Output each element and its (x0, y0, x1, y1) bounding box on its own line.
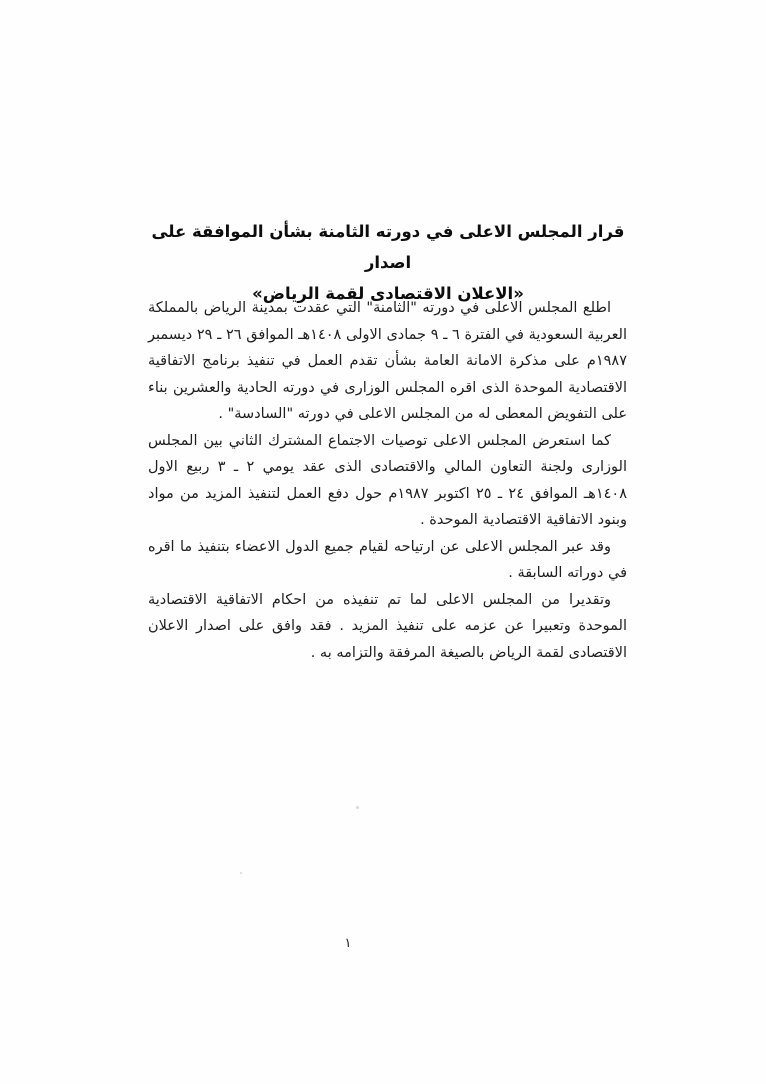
document-body (148, 295, 627, 666)
paragraph-2: كما استعرض المجلس الاعلى توصيات الاجتماع المشترك الثاني بين المجلس الوزارى ولجنة التعاون المالي والاقتصادى الذى عقد يومي ٢ ـ ٣ ربيع الاول ١٤٠٨هـ الموافق ٢٤ ـ ٢٥ اكتوبر ١٩٨٧م حول دفع العمل لتنفيذ المزيد من مواد وبنود الاتفاقية الاقتصادية الموحدة . (148, 432, 627, 528)
paragraph-4: وتقديرا من المجلس الاعلى لما تم تنفيذه من احكام الاتفاقية الاقتصادية الموحدة وتعبيرا عن عزمه على تنفيذ المزيد . فقد وافق على اصدار الاعلان الاقتصادى لقمة الرياض بالصيغة المرفقة والتزامه به . (148, 591, 627, 661)
scan-speck (356, 806, 359, 809)
scan-speck (240, 872, 242, 874)
title-line-1: قرار المجلس الاعلى في دورته الثامنة بشأن الموافقة على اصدار (151, 222, 625, 272)
paragraph-3: وقد عبر المجلس الاعلى عن ارتياحه لقيام جميع الدول الاعضاء بتنفيذ ما اقره في دوراته السابقة . (148, 538, 627, 581)
title-line-2: «الاعلان الاقتصادى لقمة الرياض» (252, 284, 524, 303)
page-number: ١ (344, 936, 352, 951)
paragraph-1: اطلع المجلس الاعلى في دورته "الثامنة" التي عقدت بمدينة الرياض بالمملكة العربية السعودية في الفترة ٦ ـ ٩ جمادى الاولى ١٤٠٨هـ الموافق ٢٦ ـ ٢٩ ديسمبر ١٩٨٧م على مذكرة الامانة العامة بشأن تقدم العمل في تنفيذ برنامج الاتفاقية الاقتصادية الموحدة الذى اقره المجلس الوزارى في دورته الحادية والعشرين بناء على التفويض المعطى له من المجلس الاعلى في دورته "السادسة" . (148, 300, 628, 422)
